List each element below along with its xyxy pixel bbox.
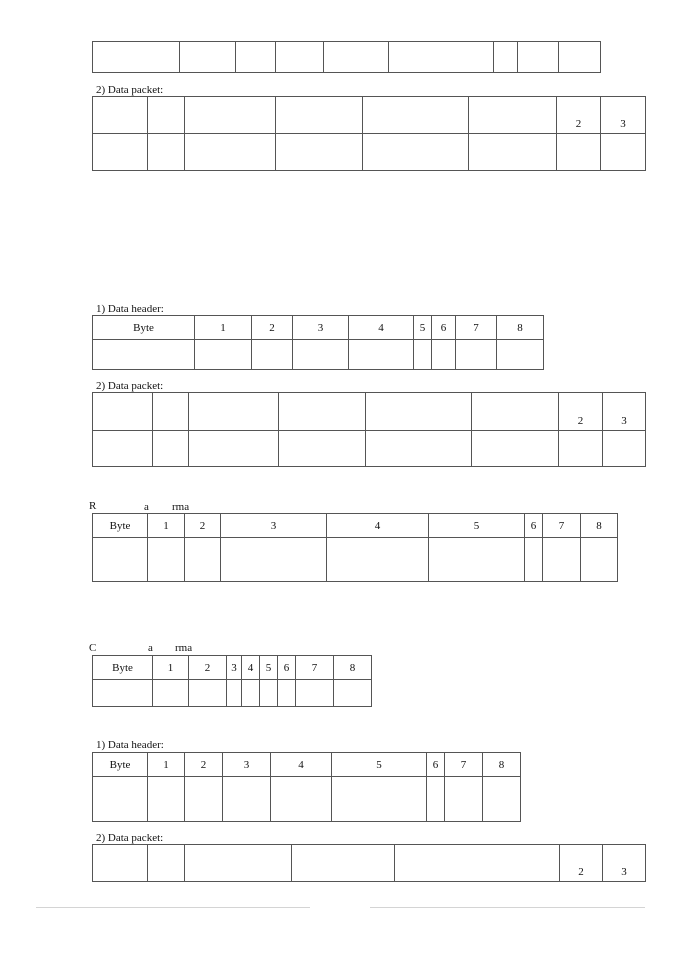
table-cell <box>293 340 349 370</box>
header-cell: 7 <box>456 316 497 340</box>
table-cell <box>603 431 646 467</box>
table-cell <box>429 538 525 582</box>
header-cell: 4 <box>327 514 429 538</box>
header-cell: 5 <box>332 753 427 777</box>
table-cell <box>93 680 153 707</box>
data-packet-table <box>92 844 646 882</box>
data-header-table <box>92 752 521 822</box>
table-cell <box>223 777 271 822</box>
table-cell <box>543 538 581 582</box>
table-cell <box>185 538 221 582</box>
header-cell: 8 <box>483 753 521 777</box>
table-cell <box>432 340 456 370</box>
table-cell <box>332 777 427 822</box>
footer-divider-right <box>370 907 645 908</box>
header-cell: 6 <box>427 753 445 777</box>
table-cell <box>292 845 395 882</box>
table-cell <box>148 845 185 882</box>
table-cell <box>525 538 543 582</box>
table-cell <box>93 340 195 370</box>
table-cell <box>366 431 472 467</box>
header-cell: 7 <box>543 514 581 538</box>
table-cell <box>93 538 148 582</box>
table-cell <box>518 42 559 73</box>
table-cell <box>472 431 559 467</box>
header-cell: 4 <box>271 753 332 777</box>
table-cell <box>189 393 279 431</box>
table-cell <box>363 134 469 171</box>
table-cell <box>148 538 185 582</box>
packet-cell-3: 3 <box>601 97 646 134</box>
packet-cell-2: 2 <box>560 845 603 882</box>
table-cell <box>483 777 521 822</box>
table-cell <box>278 680 296 707</box>
header-cell: 7 <box>445 753 483 777</box>
table-cell <box>276 134 363 171</box>
table-cell <box>180 42 236 73</box>
section-title-fragment: C <box>89 642 97 654</box>
table-cell <box>148 134 185 171</box>
table-cell <box>363 97 469 134</box>
table-cell <box>581 538 618 582</box>
table-cell <box>185 97 276 134</box>
header-cell: 2 <box>252 316 293 340</box>
data-packet-table <box>92 96 646 171</box>
table-cell <box>93 97 148 134</box>
table-cell <box>93 431 153 467</box>
header-cell: 1 <box>153 656 189 680</box>
header-cell: 3 <box>223 753 271 777</box>
packet-cell-2: 2 <box>559 393 603 431</box>
table-cell <box>195 340 252 370</box>
header-cell: 2 <box>185 514 221 538</box>
table-cell <box>366 393 472 431</box>
footer-divider-left <box>36 907 310 908</box>
section-title-fragment: R <box>89 500 97 512</box>
header-cell: 5 <box>260 656 278 680</box>
header-cell-byte: Byte <box>93 514 148 538</box>
table-cell <box>93 845 148 882</box>
table-cell <box>395 845 560 882</box>
table-cell <box>93 134 148 171</box>
table-cell <box>153 680 189 707</box>
table-cell <box>494 42 518 73</box>
header-cell: 4 <box>242 656 260 680</box>
header-cell: 8 <box>497 316 544 340</box>
header-cell-byte: Byte <box>93 656 153 680</box>
header-cell: 6 <box>525 514 543 538</box>
table-cell <box>559 42 601 73</box>
packet-cell-2: 2 <box>557 97 601 134</box>
top-partial-table <box>92 41 601 73</box>
table-cell <box>236 42 276 73</box>
table-cell <box>153 431 189 467</box>
data-packet-label: 2) Data packet: <box>96 832 164 844</box>
table-cell <box>271 777 332 822</box>
header-cell: 8 <box>334 656 372 680</box>
table-cell <box>93 777 148 822</box>
table-cell <box>334 680 372 707</box>
table-cell <box>427 777 445 822</box>
format-table-c <box>92 513 618 582</box>
format-table-d <box>92 655 372 707</box>
table-cell <box>189 680 227 707</box>
header-cell: 6 <box>432 316 456 340</box>
header-cell-byte: Byte <box>93 753 148 777</box>
table-cell <box>389 42 494 73</box>
table-cell <box>414 340 432 370</box>
table-cell <box>472 393 559 431</box>
header-cell: 6 <box>278 656 296 680</box>
table-cell <box>327 538 429 582</box>
table-cell <box>221 538 327 582</box>
header-cell: 1 <box>195 316 252 340</box>
table-cell <box>559 431 603 467</box>
table-cell <box>189 431 279 467</box>
table-cell <box>296 680 334 707</box>
table-cell <box>279 431 366 467</box>
data-packet-table <box>92 392 646 467</box>
table-cell <box>557 134 601 171</box>
table-cell <box>185 134 276 171</box>
table-cell <box>185 845 292 882</box>
data-packet-label: 2) Data packet: <box>96 380 164 392</box>
table-cell <box>227 680 242 707</box>
header-cell: 7 <box>296 656 334 680</box>
table-cell <box>260 680 278 707</box>
packet-cell-3: 3 <box>603 393 646 431</box>
header-cell: 8 <box>581 514 618 538</box>
table-cell <box>148 97 185 134</box>
header-cell: 1 <box>148 514 185 538</box>
table-cell <box>93 42 180 73</box>
section-title-fragment: rma <box>175 642 193 654</box>
table-cell <box>469 97 557 134</box>
table-cell <box>93 393 153 431</box>
data-header-label: 1) Data header: <box>96 303 164 315</box>
header-cell: 3 <box>221 514 327 538</box>
table-cell <box>279 393 366 431</box>
header-cell: 3 <box>227 656 242 680</box>
table-cell <box>601 134 646 171</box>
table-cell <box>242 680 260 707</box>
table-cell <box>153 393 189 431</box>
table-cell <box>185 777 223 822</box>
header-cell: 4 <box>349 316 414 340</box>
header-cell: 1 <box>148 753 185 777</box>
table-cell <box>276 42 324 73</box>
table-cell <box>456 340 497 370</box>
header-cell-byte: Byte <box>93 316 195 340</box>
table-cell <box>252 340 293 370</box>
table-cell <box>148 777 185 822</box>
header-cell: 2 <box>189 656 227 680</box>
data-packet-label: 2) Data packet: <box>96 84 164 96</box>
section-title-fragment: a <box>148 642 153 654</box>
table-cell <box>324 42 389 73</box>
header-cell: 5 <box>414 316 432 340</box>
header-cell: 5 <box>429 514 525 538</box>
section-title-fragment: rma <box>172 501 190 513</box>
header-cell: 2 <box>185 753 223 777</box>
packet-cell-3: 3 <box>603 845 646 882</box>
header-cell: 3 <box>293 316 349 340</box>
table-cell <box>469 134 557 171</box>
data-header-label: 1) Data header: <box>96 739 164 751</box>
table-cell <box>349 340 414 370</box>
data-header-table <box>92 315 544 370</box>
table-cell <box>497 340 544 370</box>
section-title-fragment: a <box>144 501 149 513</box>
table-cell <box>276 97 363 134</box>
table-cell <box>445 777 483 822</box>
